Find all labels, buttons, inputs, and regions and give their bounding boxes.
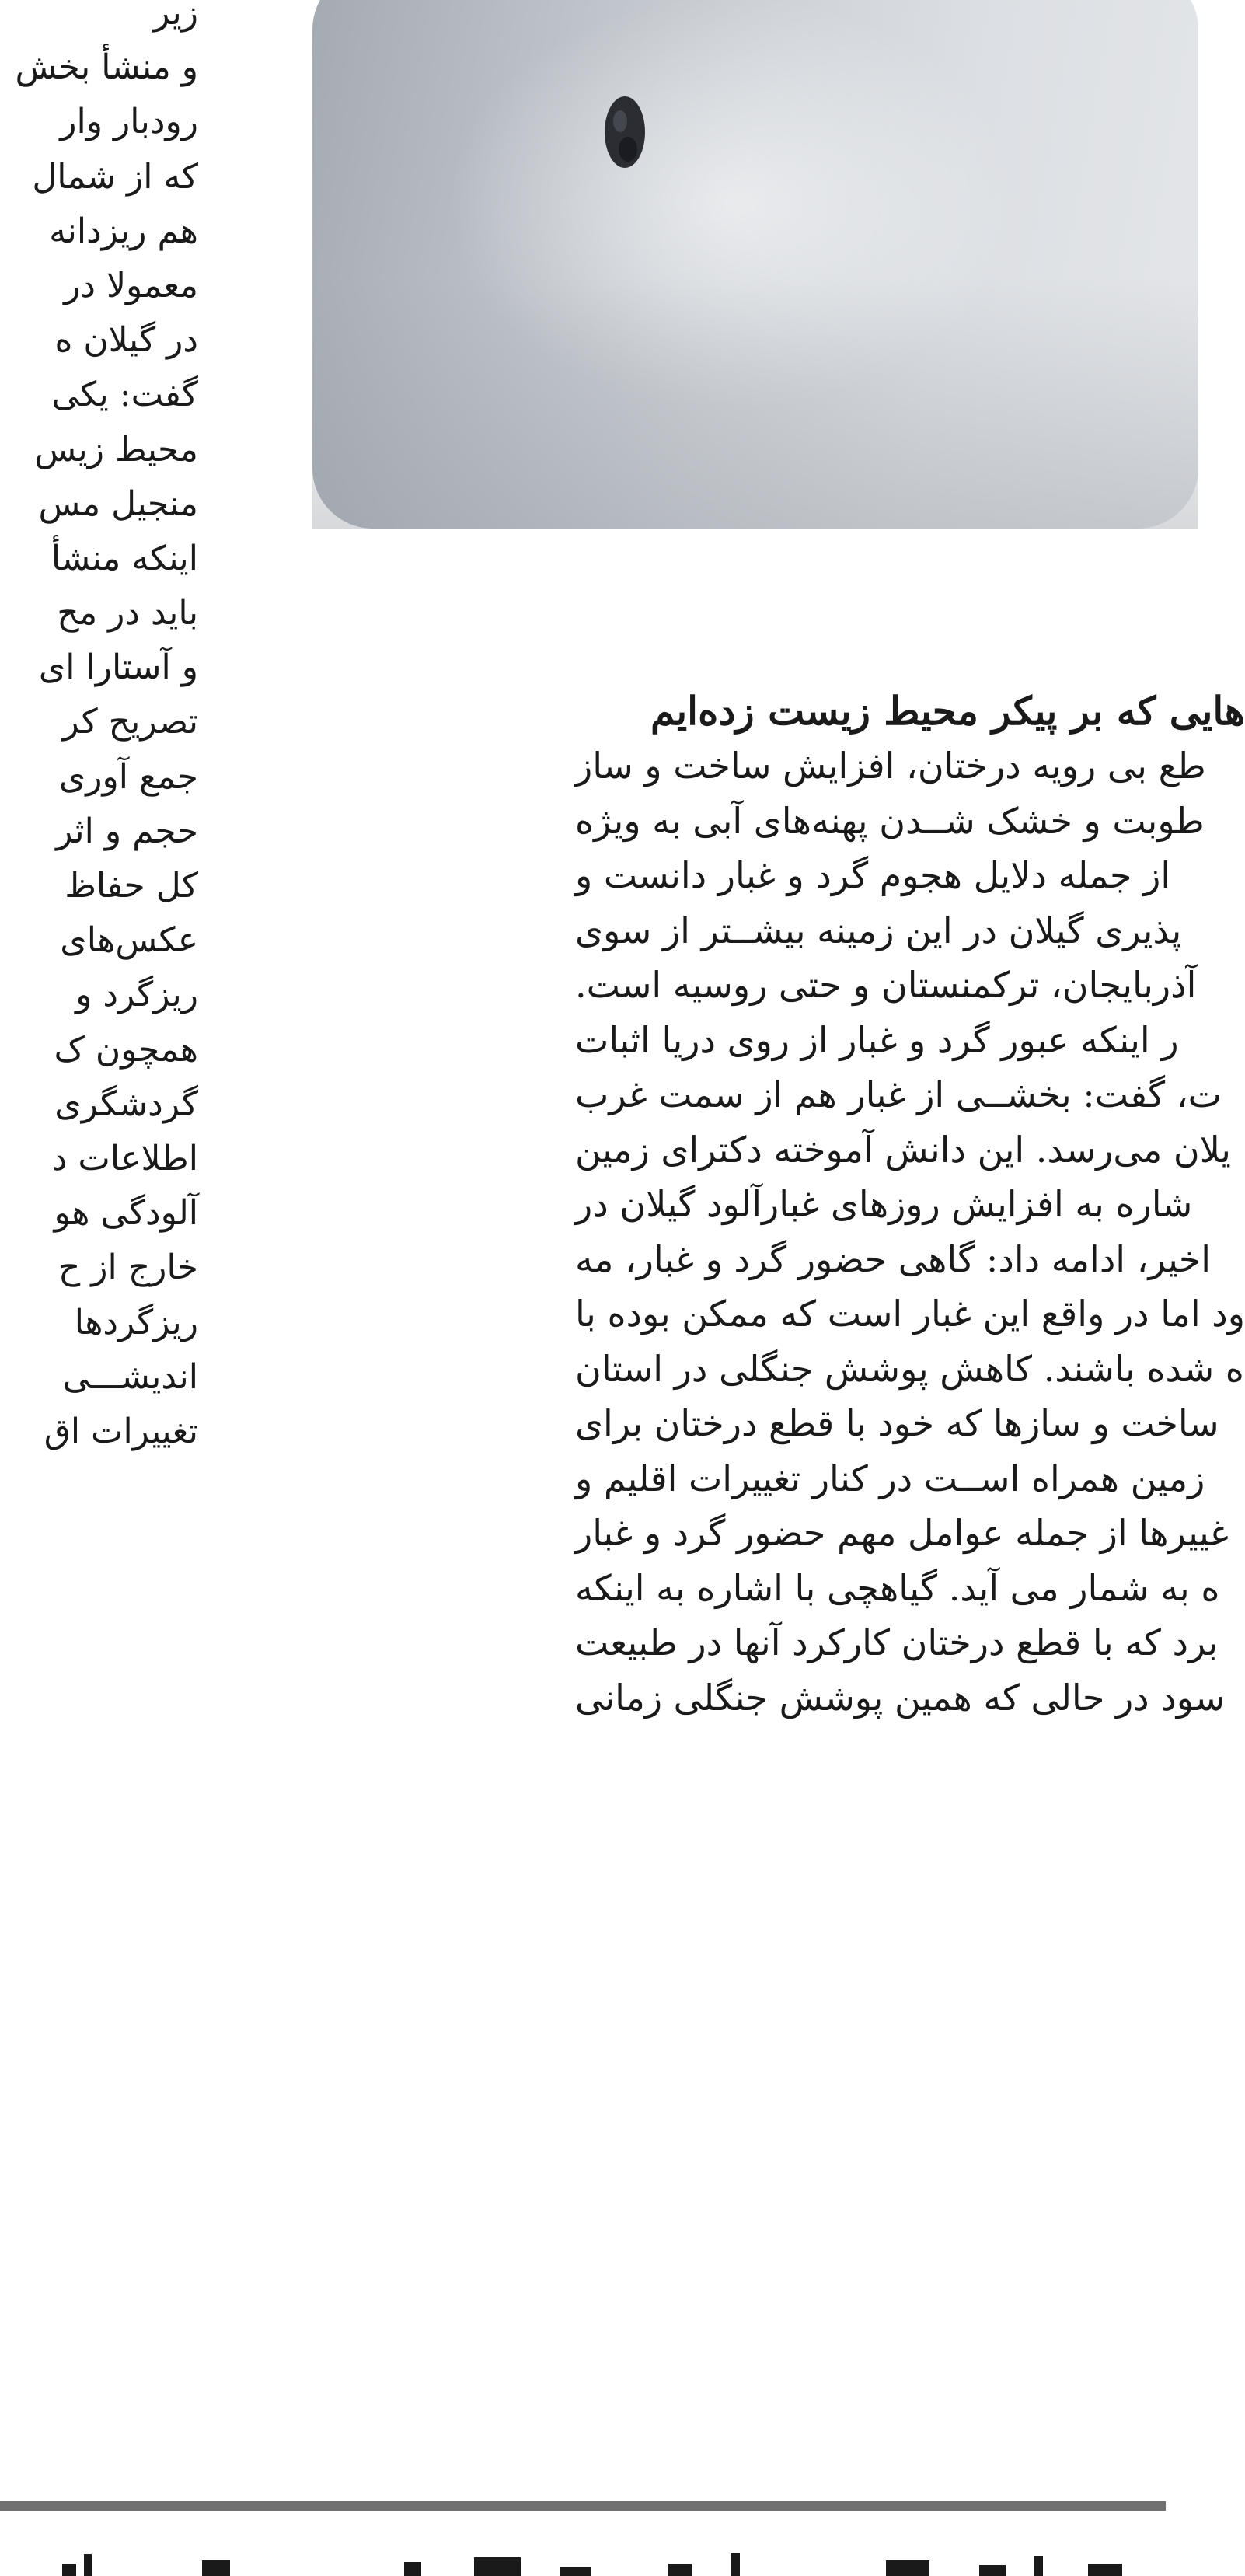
left-column-line: رودبار وار (60, 102, 198, 142)
article-line: از جمله دلایل هجوم گرد و غبار دانست و (575, 854, 1171, 896)
article-body (575, 738, 1245, 1725)
left-column-line: که از شمال (32, 156, 198, 197)
article-line: پذیری گیلان در این زمینه بیشــتر از سوی (575, 909, 1182, 951)
left-column-line: در گیلان ه (54, 320, 198, 361)
left-column-line: اینکه منشأ (51, 538, 198, 578)
article-line: ود اما در واقع این غبار است که ممکن بوده با (575, 1293, 1245, 1335)
article-line: آذربایجان، ترکمنستان و حتی روسیه است. (575, 964, 1197, 1006)
article-line: ساخت و سازها که خود با قطع درختان برای (575, 1402, 1219, 1444)
left-column-line: تغییرات اق (44, 1411, 198, 1451)
left-column-line: هم ریزدانه (49, 211, 198, 251)
left-column-line: تصریح کر (62, 702, 198, 742)
left-column-line: ریزگرد و (75, 975, 198, 1015)
left-column-line: و منشأ بخش (15, 47, 198, 88)
article-line: ه به شمار می آید. گیاهچی با اشاره به اینکه (575, 1566, 1220, 1609)
left-column-line: زیر (153, 0, 198, 33)
left-column-line: همچون ک (54, 1029, 198, 1070)
photo-shading (312, 0, 1198, 529)
left-column-line: خارج از ح (58, 1248, 198, 1288)
article-line: طوبت و خشک شــدن پهنه‌های آبی به ویژه (575, 799, 1205, 842)
left-column-line: اندیشـــی (62, 1356, 198, 1397)
clipped-headline-glyphs (0, 2540, 1166, 2576)
left-column-line: ریزگردها (74, 1302, 198, 1342)
left-column-line: باید در مح (57, 593, 198, 634)
article-line: غییرها از جمله عوامل مهم حضور گرد و غبار (575, 1512, 1229, 1554)
article-line: طع بی رویه درختان، افزایش ساخت و ساز (575, 745, 1206, 787)
left-column-clipped (0, 0, 198, 2449)
left-column-lines (0, 0, 198, 1459)
article-line: ه شده باشند. کاهش پوشش جنگلی در استان (575, 1347, 1244, 1390)
article-line: ت، گفت: بخشــی از غبار هم از سمت غرب (575, 1073, 1222, 1115)
article-subheading: هایی که بر پیکر محیط زیست زده‌ایم (650, 688, 1245, 734)
left-column-line: معمولا در (64, 265, 198, 305)
article-line: اخیر، ادامه داد: گاهی حضور گرد و غبار، مه (575, 1237, 1212, 1280)
article-line: زمین همراه اســت در کنار تغییرات اقلیم و (575, 1457, 1205, 1499)
left-column-line: گفت: یکی (51, 375, 198, 415)
article-line: ر اینکه عبور گرد و غبار از روی دریا اثبات (575, 1018, 1179, 1061)
article-photo (312, 0, 1198, 529)
left-column-line: منجیل مس (38, 483, 198, 524)
dust-particle-image (597, 86, 651, 179)
article-line: شاره به افزایش روزهای غبارآلود گیلان در (575, 1183, 1193, 1225)
left-column-line: گردشگری (54, 1084, 198, 1124)
next-section-headline-clipped (0, 2540, 1166, 2576)
left-column-line: جمع آوری (58, 756, 198, 797)
left-column-line: اطلاعات د (51, 1138, 198, 1178)
article-line: سود در حالی که همین پوشش جنگلی زمانی (575, 1676, 1226, 1719)
left-column-line: محیط زیس (34, 429, 198, 469)
left-column-line: عکس‌های (60, 920, 198, 961)
left-column-line: آلودگی هو (54, 1193, 198, 1234)
article-line: یلان می‌رسد. این دانش آموخته دکترای زمین (575, 1128, 1231, 1171)
article-line: برد که با قطع درختان کارکرد آنها در طبیعت (575, 1621, 1219, 1663)
left-column-line: کل حفاظ (65, 866, 198, 906)
section-divider (0, 2501, 1166, 2511)
left-column-line: و آستارا ای (38, 647, 198, 688)
left-column-line: حجم و اثر (56, 811, 198, 851)
